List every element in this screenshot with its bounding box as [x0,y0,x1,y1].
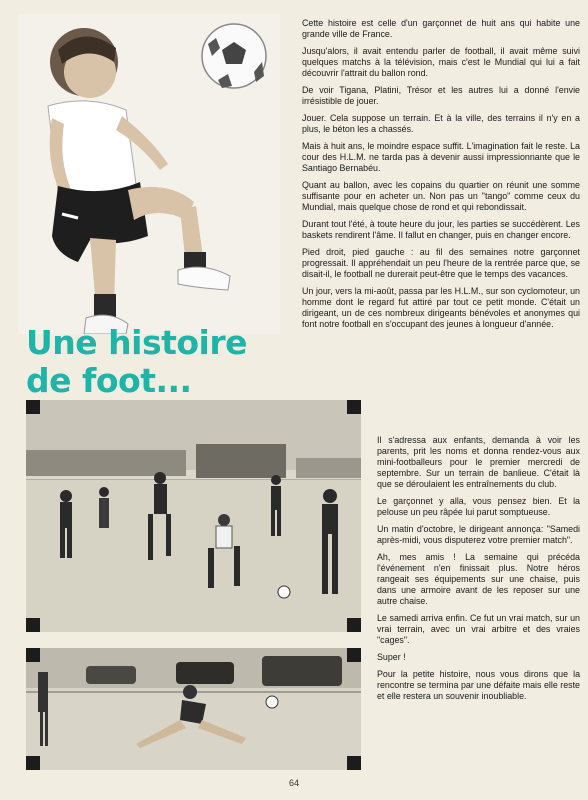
paragraph: Il s'adressa aux enfants, demanda à voir les parents, prit les noms et donna rendez-vous aux mini-footballeurs pour le premier mercredi de septembre. Sur un terrain de banlieue. C'était là que se déroulaient les entraînements du club. [377,435,580,489]
paragraph: Quant au ballon, avec les copains du quartier on réunit une somme suffisante pour en acheter un. Non pas un "tango" comme ceux du Mundial, mais quelque chose de rond et qui rebondissait. [302,180,580,212]
paragraph: Le samedi arriva enfin. Ce fut un vrai match, sur un vrai terrain, avec un vrai arbitre et des vraies "cages". [377,613,580,645]
hero-photo-boy-juggling [18,14,280,334]
photo-corner-mount [26,618,40,632]
paragraph: Super ! [377,652,406,662]
article-body-continuation [377,435,580,708]
title-line-1: Une histoire [26,323,248,362]
paragraph: Pied droit, pied gauche : au fil des semaines notre garçonnet progressait. Il appréhendait un peu l'heure de la rentrée parce que, se disait-il, le football ne durerait peut-être que le temps des vacances. [302,247,580,279]
title-line-2: de foot... [26,361,192,400]
photo-boy-bicycle-kick [26,648,361,770]
page-number: 64 [288,778,299,788]
paragraph: Le garçonnet y alla, vous pensez bien. Et la pelouse un peu râpée lui parut somptueuse. [377,496,580,517]
paragraph: Un matin d'octobre, le dirigeant annonça: "Samedi après-midi, vous disputerez votre premier match". [377,524,580,545]
photo-corner-mount [26,400,40,414]
photo-corner-mount [26,756,40,770]
paragraph: Jusqu'alors, il avait entendu parler de football, il avait même suivi quelques matchs à la télévision, mais c'est le Mundial qui lui a fait découvrir l'attrait du ballon rond. [302,46,580,78]
photo-kids-playing-football [26,400,361,632]
paragraph: De voir Tigana, Platini, Trésor et les autres lui a donné l'envie irrésistible de jouer. [302,85,580,106]
photo-corner-mount [347,618,361,632]
paragraph: Jouer. Cela suppose un terrain. Et à la ville, des terrains il n'y en a plus, le béton les a chassés. [302,113,580,134]
hero-photo-illustration [18,14,280,334]
paragraph: Ah, mes amis ! La semaine qui précéda l'événement n'en finissait plus. Notre héros rangeait ses équipements sur une chaise, puis dans une armoire avant de les reposer sur une autre chaise. [377,552,580,606]
article-title [26,324,286,400]
paragraph: Un jour, vers la mi-août, passa par les H.L.M., sur son cyclomoteur, un homme dont le regard fut attiré par tout ce petit monde. C'était un dirigeant, un de ces nombreux dirigeants bénévoles et anonymes qui font notre football en s'occupant des jeunes à longueur d'année. [302,286,580,329]
paragraph: Mais à huit ans, le moindre espace suffit. L'imagination fait le reste. La cour des H.L.M. ne tarda pas à devenir aussi impressionnante que le Santiago Bernabéu. [302,141,580,173]
photo-corner-mount [26,648,40,662]
photo-1-illustration [26,400,361,632]
paragraph: Durant tout l'été, à toute heure du jour, les parties se succédèrent. Les baskets rendirent l'âme. Il fallut en changer, puis en changer encore. [302,219,580,240]
article-body-column [302,18,580,336]
paragraph: Pour la petite histoire, nous vous dirons que la rencontre se termina par une défaite mais elle reste et elle restera un souvenir inoubliable. [377,669,580,701]
photo-corner-mount [347,648,361,662]
photo-corner-mount [347,400,361,414]
paragraph: Cette histoire est celle d'un garçonnet de huit ans qui habite une grande ville de France. [302,18,580,39]
photo-2-illustration [26,648,361,770]
photo-corner-mount [347,756,361,770]
